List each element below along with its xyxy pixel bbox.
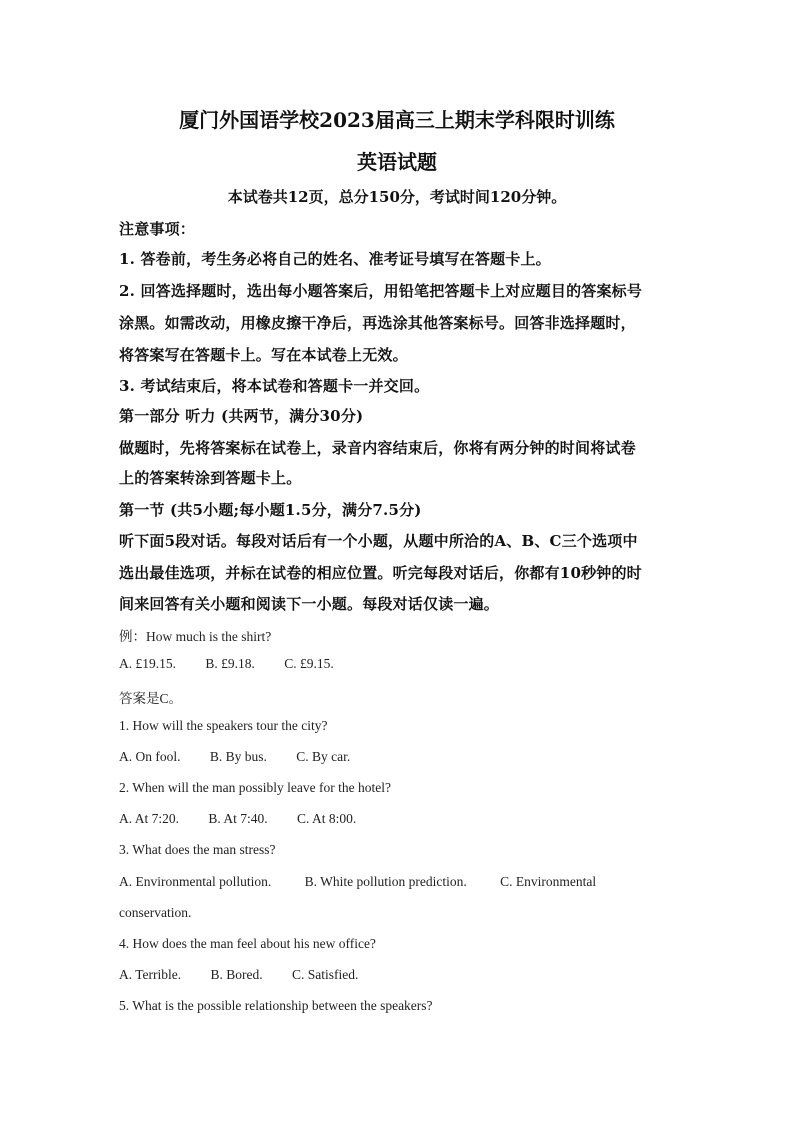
notice-item: 1. 答卷前，考生务必将自己的姓名、准考证号填写在答题卡上。 xyxy=(119,250,551,268)
notice-item: 3. 考试结束后，将本试卷和答题卡一并交回。 xyxy=(119,377,430,395)
question-3-options xyxy=(119,874,596,890)
option-b: B. Bored. xyxy=(210,967,263,982)
option-a: A. On fool. xyxy=(119,749,181,764)
notice-item: 涂黑。如需改动，用橡皮擦干净后，再选涂其他答案标号。回答非选择题时， xyxy=(119,314,636,332)
section1-instruction: 听下面5段对话。每段对话后有一个小题，从题中所洽的A、B、C三个选项中 xyxy=(119,532,638,550)
section1-instruction: 选出最佳选项，并标在试卷的相应位置。听完每段对话后，你都有10秒钟的时 xyxy=(119,564,642,582)
question-2-options xyxy=(119,811,356,827)
option-a: A. At 7:20. xyxy=(119,811,180,826)
question-3: 3. What does the man stress? xyxy=(119,842,276,857)
option-b: B. At 7:40. xyxy=(208,811,268,826)
notice-item: 2. 回答选择题时，选出每小题答案后，用铅笔把答题卡上对应题目的答案标号 xyxy=(119,282,643,300)
option-c: C. At 8:00. xyxy=(297,811,357,826)
part1-heading: 第一部分 听力 (共两节，满分30分) xyxy=(119,407,364,425)
option-b: B. White pollution prediction. xyxy=(304,874,467,889)
question-3-option-c-continued: conservation. xyxy=(119,905,192,920)
example-answer: 答案是C。 xyxy=(119,691,183,706)
exam-title: 厦门外国语学校2023届高三上期末学科限时训练 xyxy=(179,108,615,132)
option-c: C. By car. xyxy=(296,749,351,764)
exam-info: 本试卷共12页，总分150分，考试时间120分钟。 xyxy=(227,188,567,206)
question-2: 2. When will the man possibly leave for the hotel? xyxy=(119,780,391,795)
subject-title: 英语试题 xyxy=(357,150,437,174)
option-a: A. Terrible. xyxy=(119,967,182,982)
example-options xyxy=(119,656,334,672)
question-1: 1. How will the speakers tour the city? xyxy=(119,718,328,733)
question-5: 5. What is the possible relationship between the speakers? xyxy=(119,998,433,1013)
example-question: 例：How much is the shirt? xyxy=(119,629,272,644)
part1-instruction: 上的答案转涂到答题卡上。 xyxy=(119,469,302,487)
section1-heading: 第一节 (共5小题;每小题1.5分，满分7.5分) xyxy=(119,501,422,519)
option-c: C. £9.15. xyxy=(284,656,334,671)
question-1-options xyxy=(119,749,350,765)
option-c: C. Satisfied. xyxy=(292,967,359,982)
option-b: B. By bus. xyxy=(209,749,267,764)
question-4-options xyxy=(119,967,358,983)
notice-heading: 注意事项： xyxy=(119,220,196,238)
option-b: B. £9.18. xyxy=(205,656,255,671)
part1-instruction: 做题时，先将答案标在试卷上，录音内容结束后，你将有两分钟的时间将试卷 xyxy=(119,439,636,457)
notice-item: 将答案写在答题卡上。写在本试卷上无效。 xyxy=(119,346,408,364)
option-a: A. Environmental pollution. xyxy=(119,874,272,889)
option-c: C. Environmental xyxy=(500,874,597,889)
section1-instruction: 间来回答有关小题和阅读下一小题。每段对话仅读一遍。 xyxy=(119,595,500,613)
option-a: A. £19.15. xyxy=(119,656,176,671)
question-4: 4. How does the man feel about his new office? xyxy=(119,936,376,951)
